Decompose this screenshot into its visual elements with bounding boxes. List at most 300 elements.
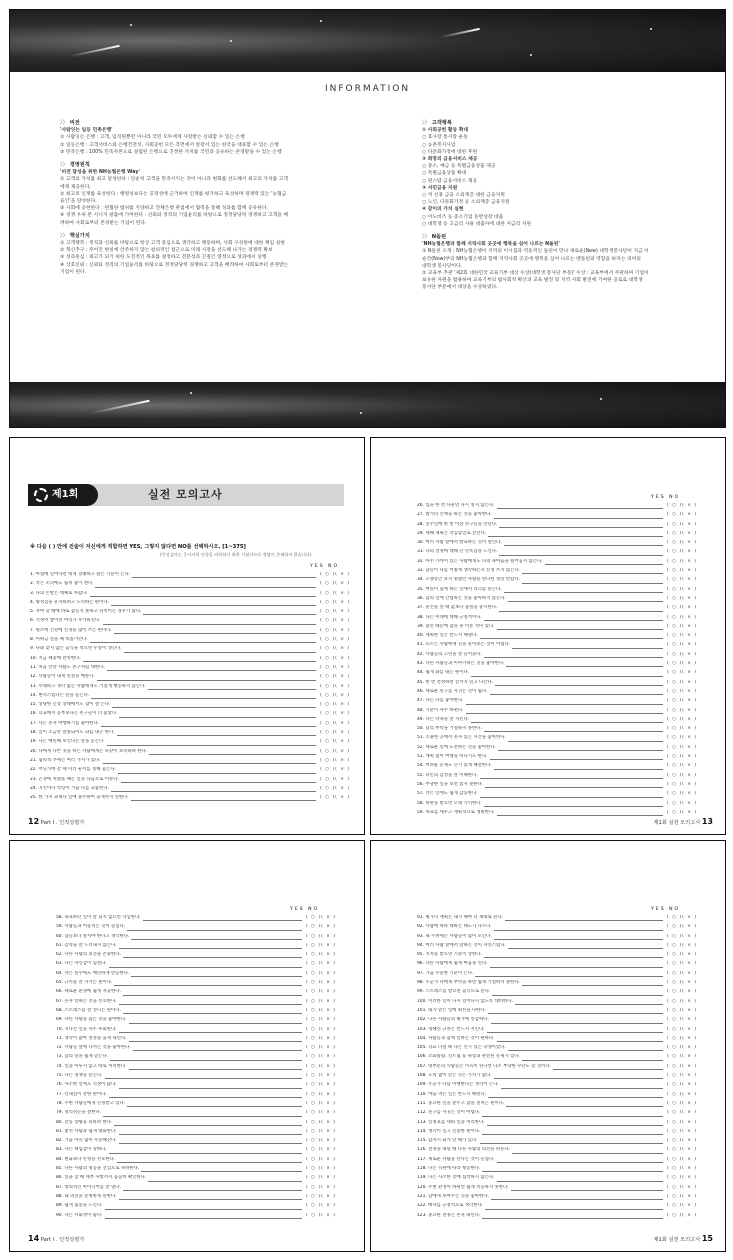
yes-no-choice[interactable]: ( ○ )( × ): [320, 767, 350, 773]
yes-no-choice[interactable]: ( ○ )( × ): [667, 1017, 697, 1023]
question-text: 115. 갑자기 화가 날 때가 있다.: [417, 1138, 478, 1144]
leader-line: [112, 707, 316, 708]
question-item: [56, 971, 336, 980]
leader-line: [143, 614, 316, 615]
yes-no-choice[interactable]: ( ○ )( × ): [667, 1203, 697, 1209]
question-item: [417, 522, 697, 531]
yes-no-choice[interactable]: ( ○ )( × ): [667, 1054, 697, 1060]
leader-line: [508, 948, 663, 949]
yes-no-choice[interactable]: ( ○ )( × ): [320, 785, 350, 791]
leader-line: [133, 1050, 302, 1051]
yes-no-choice[interactable]: ( ○ )( × ): [667, 989, 697, 995]
leader-line: [91, 698, 316, 699]
yes-no-choice[interactable]: ( ○ )( × ): [667, 633, 697, 639]
yes-no-choice[interactable]: ( ○ )( × ): [306, 1100, 336, 1106]
question-item: [417, 924, 697, 933]
yes-no-choice[interactable]: ( ○ )( × ): [306, 1193, 336, 1199]
yes-no-choice[interactable]: ( ○ )( × ): [667, 970, 697, 976]
question-text: 67. 혼자 일하는 것을 선호한다.: [56, 998, 117, 1004]
leader-line: [497, 1041, 664, 1042]
yes-no-choice[interactable]: ( ○ )( × ): [306, 1156, 336, 1162]
leader-line: [522, 985, 663, 986]
yes-no-choice[interactable]: ( ○ )( × ): [667, 521, 697, 527]
yes-no-choice[interactable]: ( ○ )( × ): [667, 716, 697, 722]
leader-line: [504, 592, 663, 593]
yes-no-choice[interactable]: ( ○ )( × ): [306, 1175, 336, 1181]
yes-no-choice[interactable]: ( ○ )( × ): [320, 646, 350, 652]
yes-no-choice[interactable]: ( ○ )( × ): [306, 1212, 336, 1218]
question-text: 117. 새로운 사람을 만나는 것이 즐겁다.: [417, 1156, 495, 1162]
yes-no-choice[interactable]: ( ○ )( × ): [320, 692, 350, 698]
leader-line: [123, 1013, 302, 1014]
yes-no-choice[interactable]: ( ○ )( × ): [667, 558, 697, 564]
yes-no-choice[interactable]: ( ○ )( × ): [320, 748, 350, 754]
question-item: [417, 1082, 697, 1091]
yes-no-choice[interactable]: ( ○ )( × ): [667, 1091, 697, 1097]
yes-no-choice[interactable]: ( ○ )( × ): [306, 1026, 336, 1032]
info-line: ○ 농촌복지사업: [422, 142, 456, 148]
yes-no-choice[interactable]: ( ○ )( × ): [667, 961, 697, 967]
yes-no-choice[interactable]: ( ○ )( × ): [667, 763, 697, 769]
question-text: 52. 새로운 일에 도전하는 것을 좋아한다.: [417, 744, 496, 750]
yes-no-choice[interactable]: ( ○ )( × ): [667, 1147, 697, 1153]
question-item: [417, 1027, 697, 1036]
question-item: [417, 1120, 697, 1129]
information-page: [9, 9, 726, 428]
yes-no-choice[interactable]: ( ○ )( × ): [667, 1110, 697, 1116]
yes-no-choice[interactable]: ( ○ )( × ): [320, 739, 350, 745]
yes-no-choice[interactable]: ( ○ )( × ): [320, 590, 350, 596]
leader-line: [490, 694, 664, 695]
leader-line: [123, 957, 302, 958]
question-text: 11. 처음 만난 사람도 친구처럼 대한다.: [30, 664, 105, 670]
info-line: ○ 이노비즈 등 중소기업 동반성장 대출: [422, 214, 504, 220]
info-line: ① 고객행복 : 정직과 신뢰를 바탕으로 항상 고객 중심으로 생각하고 행동하며, 사회 구성원에 대한 책임 실현: [60, 241, 285, 247]
yes-no-choice[interactable]: ( ○ )( × ): [320, 599, 350, 605]
info-line: ① 사람잇는 은행 : 고객, 임직원뿐만 아니라 국민 모두에게 사랑받는 신뢰할 수 있는 은행: [60, 135, 245, 141]
info-line: '사람잇는 일등 민족은행': [60, 128, 113, 134]
question-text: 58. 목표하던 일이 잘 되지 않으면 낙심한다.: [56, 915, 141, 920]
info-line: 기업이 된다.: [60, 269, 87, 275]
leader-line: [127, 930, 302, 931]
yes-no-choice[interactable]: ( ○ )( × ): [667, 754, 697, 760]
yes-no-choice[interactable]: ( ○ )( × ): [667, 698, 697, 704]
leader-line: [129, 1041, 303, 1042]
yes-no-choice[interactable]: ( ○ )( × ): [667, 1082, 697, 1088]
question-item: [417, 568, 697, 577]
yes-no-choice[interactable]: ( ○ )( × ): [667, 735, 697, 741]
yes-no-choice[interactable]: ( ○ )( × ): [667, 1166, 697, 1172]
yes-no-choice[interactable]: ( ○ )( × ): [667, 1119, 697, 1125]
yes-no-choice[interactable]: ( ○ )( × ): [667, 772, 697, 778]
yes-no-choice[interactable]: ( ○ )( × ): [667, 1193, 697, 1199]
yes-no-choice[interactable]: ( ○ )( × ): [320, 776, 350, 782]
yes-no-choice[interactable]: ( ○ )( × ): [667, 595, 697, 601]
leader-line: [480, 638, 663, 639]
yes-no-choice[interactable]: ( ○ )( × ): [667, 679, 697, 685]
yes-no-choice[interactable]: ( ○ )( × ): [667, 568, 697, 574]
leader-line: [471, 722, 663, 723]
question-item: [30, 795, 350, 804]
leader-line: [482, 1134, 663, 1135]
question-text: 15. 상당한 긴장 상태에서도 잠이 잘 든다.: [30, 702, 111, 708]
yes-no-choice[interactable]: ( ○ )( × ): [667, 1138, 697, 1144]
yes-no-choice[interactable]: ( ○ )( × ): [667, 791, 697, 797]
yes-no-choice[interactable]: ( ○ )( × ): [667, 1026, 697, 1032]
question-item: [56, 1054, 336, 1063]
question-item: [56, 1138, 336, 1147]
question-text: 28. 일주일에 한 번 이상 친구들을 만난다.: [417, 521, 498, 527]
yes-no-choice[interactable]: ( ○ )( × ): [320, 683, 350, 689]
yes-no-choice[interactable]: ( ○ )( × ): [306, 1110, 336, 1116]
leader-line: [497, 1162, 664, 1163]
yes-no-choice[interactable]: ( ○ )( × ): [667, 726, 697, 732]
question-item: [417, 745, 697, 754]
yes-no-choice[interactable]: ( ○ )( × ): [320, 795, 350, 801]
question-text: 2. 작은 소리에도 쉽게 잠이 깬다.: [30, 581, 94, 587]
question-item: [30, 693, 350, 702]
leader-line: [466, 713, 664, 714]
question-item: [417, 980, 697, 989]
yes-no-choice[interactable]: ( ○ )( × ): [667, 924, 697, 930]
yes-no-choice[interactable]: ( ○ )( × ): [667, 623, 697, 629]
yes-no-choice[interactable]: ( ○ )( × ): [306, 1007, 336, 1013]
leader-line: [148, 1181, 302, 1182]
question-text: 41. 모르는 사람에게 길을 물어보는 것이 어렵다.: [417, 642, 511, 648]
yes-no-choice[interactable]: ( ○ )( × ): [667, 651, 697, 657]
yes-no-choice[interactable]: ( ○ )( × ): [667, 1128, 697, 1134]
yes-no-choice[interactable]: ( ○ )( × ): [667, 549, 697, 555]
question-item: [56, 1147, 336, 1156]
leader-line: [497, 815, 663, 816]
question-item: [56, 999, 336, 1008]
yes-no-choice[interactable]: ( ○ )( × ): [320, 655, 350, 661]
yes-no-choice[interactable]: ( ○ )( × ): [306, 1119, 336, 1125]
leader-line: [119, 1088, 302, 1089]
question-text: 71. 생각이 많아 결정을 늦게 내린다.: [56, 1035, 127, 1041]
question-item: [30, 581, 350, 590]
yes-no-choice[interactable]: ( ○ )( × ): [306, 924, 336, 930]
question-list: [417, 503, 697, 819]
yes-no-choice[interactable]: ( ○ )( × ): [306, 942, 336, 948]
yes-no-choice[interactable]: ( ○ )( × ): [667, 809, 697, 815]
leader-line: [508, 741, 663, 742]
yes-no-choice[interactable]: ( ○ )( × ): [306, 1166, 336, 1172]
question-item: [417, 1157, 697, 1166]
leader-line: [119, 1032, 302, 1033]
leader-line: [488, 1097, 663, 1098]
info-line: 'NH농협은행과 함께 지역사회 곳곳에 행복을 심어 나르는 N돌핀': [422, 242, 560, 248]
section-heading: 〉〉 N돌핀: [422, 234, 447, 241]
yes-no-choice[interactable]: ( ○ )( × ): [667, 933, 697, 939]
yes-no-choice[interactable]: ( ○ )( × ): [667, 1073, 697, 1079]
yes-no-choice[interactable]: ( ○ )( × ): [306, 989, 336, 995]
yes-no-choice[interactable]: ( ○ )( × ): [667, 980, 697, 986]
yes-no-choice[interactable]: ( ○ )( × ): [667, 540, 697, 546]
leader-line: [119, 948, 302, 949]
yes-no-choice[interactable]: ( ○ )( × ): [320, 609, 350, 615]
question-item: [30, 674, 350, 683]
yes-no-choice[interactable]: ( ○ )( × ): [667, 781, 697, 787]
question-text: 44. 쉽게 화를 내는 편이다.: [417, 670, 470, 676]
yes-no-choice[interactable]: ( ○ )( × ): [320, 702, 350, 708]
yes-no-choice[interactable]: ( ○ )( × ): [667, 1175, 697, 1181]
question-item: [417, 999, 697, 1008]
question-item: [417, 952, 697, 961]
question-text: 45. 한 번 결정하면 끝까지 밀고 나간다.: [417, 679, 494, 685]
question-item: [417, 773, 697, 782]
yes-no-choice[interactable]: ( ○ )( × ): [320, 581, 350, 587]
yes-no-choice[interactable]: ( ○ )( × ): [320, 720, 350, 726]
leader-line: [499, 611, 663, 612]
yes-no-choice[interactable]: ( ○ )( × ): [667, 512, 697, 518]
question-text: 17. 나는 혼자 여행하기를 좋아한다.: [30, 720, 100, 726]
yes-no-choice[interactable]: ( ○ )( × ): [667, 670, 697, 676]
leader-line: [148, 689, 316, 690]
leader-line: [141, 1171, 302, 1172]
leader-line: [497, 508, 664, 509]
yes-no-choice[interactable]: ( ○ )( × ): [306, 1128, 336, 1134]
question-text: 39. 불안 때문에 잠을 못 이룬 적이 있다.: [417, 623, 495, 629]
question-item: [56, 1045, 336, 1054]
leader-line: [494, 518, 663, 519]
yes-no-choice[interactable]: ( ○ )( × ): [320, 711, 350, 717]
question-item: [56, 934, 336, 943]
question-text: 78. 주변 사람들에게 인정받고 있다.: [56, 1100, 126, 1106]
yes-no-choice[interactable]: ( ○ )( × ): [306, 1082, 336, 1088]
question-item: [30, 646, 350, 655]
question-text: 60. 남들보다 앞서야 한다고 생각한다.: [56, 933, 130, 939]
leader-line: [109, 967, 302, 968]
question-item: [417, 989, 697, 998]
leader-line: [90, 596, 316, 597]
question-item: [417, 782, 697, 791]
question-instruction: ※ 다음 ( ) 안에 진술이 자신에게 적합하면 YES, 그렇지 않다면 NO를 선택하시오. [1~375]: [30, 544, 246, 550]
question-text: 61. 감정을 잘 드러내지 않는다.: [56, 942, 117, 948]
question-item: [417, 633, 697, 642]
question-text: 55. 타인의 감정을 잘 이해한다.: [417, 772, 478, 778]
yes-no-choice[interactable]: ( ○ )( × ): [306, 933, 336, 939]
yes-no-choice[interactable]: ( ○ )( × ): [667, 688, 697, 694]
question-item: [56, 1203, 336, 1212]
question-item: [56, 1194, 336, 1203]
question-item: [417, 615, 697, 624]
question-text: 99. 스트레스를 받으면 음식으로 푼다.: [417, 989, 491, 995]
yes-no-choice[interactable]: ( ○ )( × ): [667, 1063, 697, 1069]
question-item: [30, 591, 350, 600]
question-text: 59. 사람들과 어울리는 것이 즐겁다.: [56, 924, 126, 930]
yes-no-choice[interactable]: ( ○ )( × ): [306, 1035, 336, 1041]
question-text: 81. 낯선 사람과 쉽게 대화한다.: [56, 1128, 117, 1134]
chapter-banner: [28, 484, 344, 506]
question-text: 87. 창의적인 아이디어를 잘 낸다.: [56, 1184, 121, 1190]
question-text: 42. 사람들의 고민을 잘 들어준다.: [417, 651, 482, 657]
leader-line: [494, 769, 663, 770]
question-item: [30, 777, 350, 786]
question-item: [417, 1147, 697, 1156]
yes-no-choice[interactable]: ( ○ )( × ): [306, 1147, 336, 1153]
leader-line: [488, 536, 663, 537]
leader-line: [505, 920, 663, 921]
question-text: 76. 사소한 일에도 걱정이 많다.: [56, 1082, 117, 1088]
yes-no-choice[interactable]: ( ○ )( × ): [667, 530, 697, 536]
yes-no-choice[interactable]: ( ○ )( × ): [667, 1035, 697, 1041]
question-text: 59. 목표를 세우고 계획적으로 생활한다.: [417, 809, 495, 815]
question-text: 66. 새로운 환경에 쉽게 적응한다.: [56, 989, 121, 995]
yes-no-choice[interactable]: ( ○ )( × ): [667, 1212, 697, 1218]
question-item: [30, 767, 350, 776]
question-item: [417, 1017, 697, 1026]
yes-no-choice[interactable]: ( ○ )( × ): [306, 1054, 336, 1060]
yes-no-choice[interactable]: ( ○ )( × ): [667, 744, 697, 750]
yes-no-choice[interactable]: ( ○ )( × ): [667, 942, 697, 948]
leader-line: [131, 939, 302, 940]
yes-no-choice[interactable]: ( ○ )( × ): [667, 642, 697, 648]
yes-no-choice[interactable]: ( ○ )( × ): [320, 674, 350, 680]
yes-no-choice[interactable]: ( ○ )( × ): [667, 1045, 697, 1051]
yes-no-choice[interactable]: ( ○ )( × ): [306, 1138, 336, 1144]
question-text: 6. 걱정이 쌓이면 머리가 무거워진다.: [30, 618, 101, 624]
yes-no-choice[interactable]: ( ○ )( × ): [667, 998, 697, 1004]
yes-no-header: YES NO: [651, 907, 681, 912]
yes-no-choice[interactable]: ( ○ )( × ): [667, 605, 697, 611]
question-text: 53. 계획 없이 여행을 떠나기도 한다.: [417, 754, 488, 760]
yes-no-choice[interactable]: ( ○ )( × ): [320, 627, 350, 633]
question-item: [30, 684, 350, 693]
yes-no-choice[interactable]: ( ○ )( × ): [667, 1007, 697, 1013]
yes-no-choice[interactable]: ( ○ )( × ): [667, 707, 697, 713]
question-text: 16. 학교에서 공부보다는 친구들이 더 좋았다.: [30, 711, 118, 717]
yes-no-choice[interactable]: ( ○ )( × ): [320, 730, 350, 736]
leader-line: [121, 782, 316, 783]
info-line: ③ 서민금융 지원: [422, 185, 458, 191]
question-text: 77. 인내심이 강한 편이다.: [56, 1091, 107, 1097]
chapter-title: 실전 모의고사: [148, 488, 223, 501]
leader-line: [494, 939, 663, 940]
info-line: ○ 특별금융상품 확대: [422, 171, 467, 177]
leader-line: [129, 1023, 303, 1024]
instruction-note: (인성검사는 응시자의 인성을 파악하기 위한 시험이므로 정답이 존재하지 않습니다): [160, 552, 312, 557]
leader-line: [129, 1069, 303, 1070]
question-item: [417, 726, 697, 735]
leader-line: [482, 1218, 663, 1219]
question-text: 34. 오랫동안 보지 못했던 사람을 만나면 정말 반갑다.: [417, 577, 520, 583]
yes-no-choice[interactable]: ( ○ )( × ): [667, 503, 697, 508]
leader-line: [553, 1069, 663, 1070]
yes-no-choice[interactable]: ( ○ )( × ): [306, 970, 336, 976]
gear-icon: [34, 488, 48, 502]
yes-no-choice[interactable]: ( ○ )( × ): [667, 661, 697, 667]
yes-no-choice[interactable]: ( ○ )( × ): [306, 952, 336, 958]
yes-no-choice[interactable]: ( ○ )( × ): [306, 1045, 336, 1051]
yes-no-choice[interactable]: ( ○ )( × ): [667, 952, 697, 958]
page-number: 15: [701, 1234, 713, 1243]
info-line: 대학생 봉사단이다.: [422, 263, 463, 269]
question-text: 19. 나는 예민해 보인다는 말을 듣는다.: [30, 739, 105, 745]
question-list: [417, 915, 697, 1222]
question-text: 10. 지금 체중에 만족한다.: [30, 655, 81, 661]
question-text: 7. 평소에 건강에 신경을 많이 쓰는 편이다.: [30, 627, 112, 633]
chapter-badge: 제1회: [28, 484, 98, 506]
yes-no-choice[interactable]: ( ○ )( × ): [306, 1091, 336, 1097]
question-text: 29. 새해 계획은 작심삼일로 끝난다.: [417, 530, 487, 536]
yes-no-choice[interactable]: ( ○ )( × ): [306, 1073, 336, 1079]
question-item: [417, 763, 697, 772]
yes-no-choice[interactable]: ( ○ )( × ): [306, 1203, 336, 1209]
yes-no-choice[interactable]: ( ○ )( × ): [667, 1156, 697, 1162]
yes-no-choice[interactable]: ( ○ )( × ): [667, 586, 697, 592]
question-text: 12. 사람들이 내게 친절을 베푼다.: [30, 674, 95, 680]
question-item: [417, 1138, 697, 1147]
question-item: [56, 1213, 336, 1222]
yes-no-choice[interactable]: ( ○ )( × ): [306, 915, 336, 920]
yes-no-choice[interactable]: ( ○ )( × ): [320, 572, 350, 577]
leader-line: [512, 648, 663, 649]
question-item: [417, 670, 697, 679]
part-label: Part I . 인적성평가: [40, 1237, 85, 1243]
leader-line: [95, 587, 316, 588]
question-item: [417, 1054, 697, 1063]
yes-no-choice[interactable]: ( ○ )( × ): [667, 915, 697, 920]
question-text: 114. 생각이 깊고 신중한 편이다.: [417, 1128, 481, 1134]
question-text: 100. 이러한 일이 다시 일어나지 않도록 대비한다.: [417, 998, 513, 1004]
leader-line: [101, 726, 316, 727]
yes-no-choice[interactable]: ( ○ )( × ): [306, 1063, 336, 1069]
yes-no-choice[interactable]: ( ○ )( × ): [667, 577, 697, 583]
question-item: [417, 1185, 697, 1194]
question-text: 94. 여러 사람 앞에서 말하는 것이 자연스럽다.: [417, 942, 506, 948]
question-text: 14. 변덕스럽다는 말을 듣는다.: [30, 692, 90, 698]
question-item: [417, 791, 697, 800]
question-text: 108. 노력 없이 얻은 것은 가치가 없다.: [417, 1073, 492, 1079]
yes-no-choice[interactable]: ( ○ )( × ): [306, 980, 336, 986]
yes-no-choice[interactable]: ( ○ )( × ): [306, 1017, 336, 1023]
leader-line: [498, 750, 663, 751]
yes-no-header: YES NO: [310, 564, 340, 569]
question-item: [417, 1101, 697, 1110]
question-text: 111. 중요한 일을 앞두고 잠을 설치는 편이다.: [417, 1100, 505, 1106]
yes-no-choice[interactable]: ( ○ )( × ): [667, 1100, 697, 1106]
info-line: ② 일등은행 : 고객서비스와 은행건전성, 사회공헌 모든 측면에서 앞장서 있는 한국을 대표할 수 있는 은행: [60, 142, 279, 148]
yes-no-choice[interactable]: ( ○ )( × ): [320, 618, 350, 624]
yes-no-choice[interactable]: ( ○ )( × ): [667, 1184, 697, 1190]
yes-no-choice[interactable]: ( ○ )( × ): [320, 757, 350, 763]
leader-line: [512, 1153, 663, 1154]
leader-line: [488, 1013, 663, 1014]
question-text: 9. 나와 맞지 않는 음식을 먹으면 두통이 생긴다.: [30, 646, 122, 652]
leader-line: [511, 1190, 663, 1191]
question-item: [56, 1027, 336, 1036]
question-item: [56, 1110, 336, 1119]
leader-line: [90, 642, 316, 643]
yes-no-choice[interactable]: ( ○ )( × ): [667, 800, 697, 806]
yes-no-choice[interactable]: ( ○ )( × ): [320, 637, 350, 643]
leader-line: [114, 633, 316, 634]
yes-no-choice[interactable]: ( ○ )( × ): [320, 664, 350, 670]
yes-no-choice[interactable]: ( ○ )( × ): [667, 614, 697, 620]
question-item: [56, 1008, 336, 1017]
footer-starfield-banner: [10, 382, 725, 428]
yes-no-choice[interactable]: ( ○ )( × ): [306, 998, 336, 1004]
yes-no-choice[interactable]: ( ○ )( × ): [306, 1184, 336, 1190]
yes-no-choice[interactable]: ( ○ )( × ): [306, 961, 336, 967]
question-item: [56, 980, 336, 989]
question-text: 93. 내 주위에는 사람들이 많이 모인다.: [417, 933, 492, 939]
leader-line: [506, 1106, 663, 1107]
leader-line: [124, 652, 316, 653]
leader-line: [484, 731, 663, 732]
question-item: [30, 721, 350, 730]
